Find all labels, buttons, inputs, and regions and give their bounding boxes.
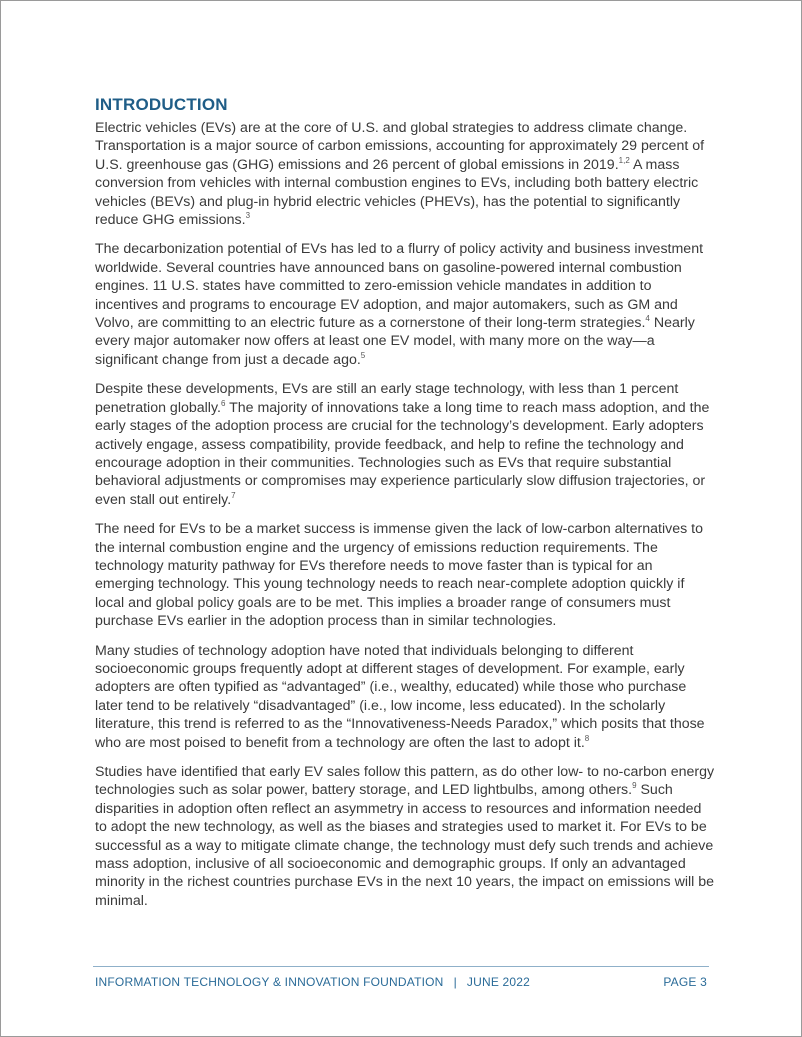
footnote-reference[interactable]: 9 xyxy=(632,781,637,791)
footnote-reference[interactable]: 7 xyxy=(231,490,236,500)
paragraph-text: The majority of innovations take a long time to reach mass adoption, and the early stages of the adoption process are crucial for the technology’s development. Early adopters actively engage, assess compatibility, provide feedback, and help to refine the technology and encourage adoption in their communities. Technologies such as EVs that require substantial behavioral adjustments or compromises may experience particularly slow diffusion trajectories, or even stall out entirely. xyxy=(95,399,710,508)
body-paragraph xyxy=(95,380,715,509)
paragraph-text: Nearly every major automaker now offers at least one EV model, with many more on the way—a significant change from just a decade ago. xyxy=(95,315,695,368)
footer-organization: INFORMATION TECHNOLOGY & INNOVATION FOUNDATION xyxy=(95,975,444,989)
paragraph-list xyxy=(95,119,715,910)
footer-left xyxy=(95,975,530,989)
body-paragraph xyxy=(95,763,715,910)
section-heading: INTRODUCTION xyxy=(95,95,228,114)
body-paragraph xyxy=(95,642,715,752)
document-body xyxy=(95,94,715,921)
paragraph-text: Studies have identified that early EV sales follow this pattern, as do other low- to no-carbon energy technologies such as solar power, battery storage, and LED lightbulbs, among others. xyxy=(95,764,715,799)
paragraph-text: Such disparities in adoption often reflect an asymmetry in access to resources and information needed to adopt the new technology, as well as the biases and strategies used to market it. For EVs to be successful as a way to mitigate climate change, the technology must defy such trends and achieve mass adoption, inclusive of all socioeconomic and demographic groups. If only an advantaged minority in the richest countries purchase EVs in the next 10 years, the impact on emissions will be minimal. xyxy=(95,782,715,909)
paragraph-text: A mass conversion from vehicles with internal combustion engines to EVs, including both battery electric vehicles (BEVs) and plug-in hybrid electric vehicles (PHEVs), has the potential to significantly reduce GHG emissions. xyxy=(95,156,699,229)
body-paragraph xyxy=(95,240,715,369)
paragraph-text: Despite these developments, EVs are still an early stage technology, with less than 1 percent penetration globally. xyxy=(95,381,679,416)
paragraph-text: The decarbonization potential of EVs has led to a flurry of policy activity and business investment worldwide. Several countries have announced bans on gasoline-powered internal combustion engines. 11 U.S. states have committed to zero-emission vehicle mandates in addition to incentives and programs to encourage EV adoption, and major automakers, such as GM and Volvo, are committing to an electric future as a cornerstone of their long-term strategies. xyxy=(95,241,704,332)
footnote-reference[interactable]: 5 xyxy=(360,350,366,360)
paragraph-text: Electric vehicles (EVs) are at the core of U.S. and global strategies to address climate change. Transportation is a major source of carbon emissions, accounting for approximately 29 percent of U.S. greenhouse gas (GHG) emissions and 26 percent of global emissions in 2019. xyxy=(95,120,705,173)
footnote-reference[interactable]: 8 xyxy=(584,733,590,743)
footnote-reference[interactable]: 4 xyxy=(645,314,650,324)
footnote-reference[interactable]: 6 xyxy=(220,398,226,408)
footer-date: JUNE 2022 xyxy=(466,975,531,989)
body-paragraph xyxy=(95,520,715,630)
paragraph-text: Many studies of technology adoption have noted that individuals belonging to different socioeconomic groups frequently adopt at different stages of development. For example, early adopters are often typified as “advantaged” (i.e., wealthy, educated) while those who purchase later tend to be relatively “disadvantaged” (i.e., low income, less educated). In the scholarly literature, this trend is referred to as the “Innovativeness-Needs Paradox,” which posits that those who are most poised to benefit from a technology are often the last to adopt it. xyxy=(95,642,705,751)
footer-divider xyxy=(93,966,709,967)
body-paragraph xyxy=(95,119,715,229)
footnote-reference[interactable]: 1,2 xyxy=(618,155,630,165)
footnote-reference[interactable]: 3 xyxy=(245,211,251,221)
paragraph-text: The need for EVs to be a market success is immense given the lack of low-carbon alternatives to the internal combustion engine and the urgency of emissions reduction requirements. The technology maturity pathway for EVs therefore needs to move faster than is typical for an emerging technology. This young technology needs to reach near-complete adoption quickly if local and global policy goals are to be met. This implies a broader range of consumers must purchase EVs earlier in the adoption process than in similar technologies. xyxy=(95,521,703,630)
footer-page-number: PAGE 3 xyxy=(663,975,707,989)
footer-separator: | xyxy=(453,975,457,989)
